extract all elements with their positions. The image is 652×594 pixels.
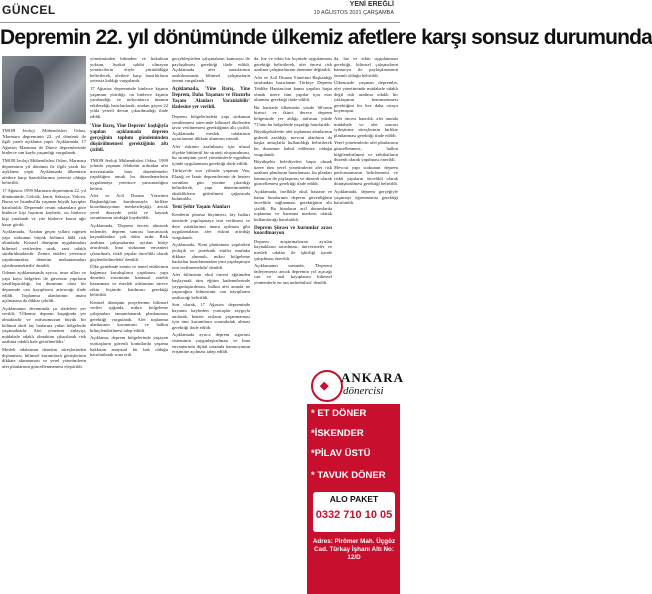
paragraph: TMOB Jeoloji Mühendisleri Odası, Marmara depreminin yıl dönümü ile ilgili yazılı bir açıklama yaptı. Açıklamada ülkemizin afetlere karşı hazırlıklarının yetersiz olduğu belirtildi. (2, 157, 86, 186)
article-photo (2, 56, 86, 124)
paragraph: Afet bilincinin okul öncesi eğitimden başlayarak tüm eğitim kademelerinde yaygınlaştırılması, halkın afet anında ne yapacağını bilmesinin can kayıplarını azaltacağı belirtildi. (172, 272, 250, 300)
paragraph: Kentlerin plansız büyümesi, fay hatları üzerinde yapılaşmaya izin verilmesi ve dere yataklarının imara açılması gibi uygulamaların afet riskini artırdığı vurgulandı. (172, 212, 250, 240)
highlight-quote: Açıklamada, 'Yine Barış, Yine Deprem, Daha Yaşanası ve Huzurlu Yaşam Alanları Yaratılabilir' ifadesine yer verildi. (172, 86, 250, 110)
paragraph: Afet öncesi hazırlık, afet anında müdahale ve afet sonrası iyileştirme süreçlerinin birlikte planlanması gerektiği ifade edildi. (334, 115, 398, 138)
paragraph: Büyükşehirlerde afet toplanma alanlarının giderek azaldığı, mevcut alanların da başka amaçlarla kullanıldığı belirtilerek bu durumun kabul edilemez olduğu vurgulandı. (254, 129, 332, 157)
column-1-text (2, 128, 86, 371)
paragraph: 17 Ağustos 1999 Marmara depreminin 22. yıl dönümünde, Gölcük, İzmit, Sakarya, Yalova, Bursa ve İstanbul'da yaşanan büyük kayıplar hatırlatıldı. Depremde resmi rakamlara göre binlerce kişi hayatını kaybetti, on binlerce kişi yaralandı ve yüz binlerce konut ağır hasar gördü. (2, 187, 86, 227)
paragraph: Bu haritada ülkemizin yüzde 66'sının birinci ve ikinci derece deprem bölgesinde yer aldığı, nüfusun yüzde 71'inin bu bölgelerde yaşadığı hatırlatıldı. (254, 104, 332, 127)
subheading: Deprem Şûrası ve kurumlar arası koordinasyon (254, 224, 332, 237)
ad-menu-item: *PİLAV ÜSTÜ (311, 448, 371, 459)
paragraph: da, hız ve etkin bir biçimde uygulanması gerektiği belirtilerek, afet öncesi risk azaltma çalışmalarının önemine değinildi. (254, 56, 332, 73)
paragraph: Kentsel dönüşüm projelerinin bilimsel veriler ışığında, mikro bölgeleme çalışmaları tamamlanarak planlanması gerektiği vurgulandı. Afet toplanma alanlarının korunması ve halkın bilinçlendirilmesi talep edildi. (90, 299, 168, 333)
article-column-1 (2, 56, 86, 594)
paragraph: Mevcut yapı stokunun deprem performansının belirlenmesi ve riskli yapıların öncelikli olarak dönüştürülmesi gerektiği belirtildi. (334, 164, 398, 187)
paragraph: yönetiminden bilimden ve hukuktan yoksun, liyakat sahibi olmayan yöneticilerin eliyle yürütüldüğü belirtilerek, afetlere karşı hazırlıkların yetersiz kaldığı vurgulandı. (90, 56, 168, 84)
ad-menu-item: * TAVUK DÖNER (311, 470, 386, 481)
newspaper-name: YENİ EREĞLİ (349, 1, 394, 8)
paragraph: Ülkemizde yaşanan depremler, afet yönetiminde müdahale odaklı değil risk azaltma odaklı bir yaklaşımın benimsenmesi gerektiğini bir kez daha ortaya koymuştur. (334, 80, 398, 114)
ad-brand-banner (307, 366, 405, 404)
paragraph: Afet riskinin azaltılması için ulusal ölçekte bütüncül bir strateji oluşturulması, bu stratejinin yerel yönetimlerle eşgüdüm içinde uygulanması gerektiği ifade edildi. (172, 143, 250, 166)
paragraph: gerçekleştirilen çalışmaların kamuoyu ile paylaşılması gerektiği ifade edildi. Açıklamada afet zararlarının azaltılmasında bilimsel çalışmaların önemi vurgulandı. (172, 56, 250, 84)
paragraph: Ülke genelinde zemin ve temel etütlerinin bağımsız kuruluşlarca yapılması, yapı denetim sisteminin kamusal nitelik kazanması ve meslek odalarının sürece etkin biçimde katılması gerektiği belirtildi. (90, 264, 168, 298)
page-header (0, 0, 400, 23)
restaurant-logo-icon: ◆ (311, 370, 343, 402)
ad-brand-name: ANKARA (341, 370, 405, 385)
paragraph: 17 Ağustos depreminde binlerce kişinin yaşamını yitirdiği, on binlerce kişinin yaralandığı ve milyonlarca insanın etkilendiği hatırlatılarak, aradan geçen 22 yılda yeterli dersin çıkarılmadığı ifade edildi. (90, 85, 168, 119)
ad-phone-number: 0332 710 10 05 (315, 509, 393, 521)
subheading: Yeni Şehir Yaşam Alanları (172, 203, 231, 210)
paragraph: Afet ve Acil Durum Yönetimi Başkanlığı'nın kurulmasıyla birlikte koordinasyonun merkezileştiği, ancak yerel düzeyde yetki ve kaynak sorunlarının sürdüğü kaydedildi. (90, 193, 168, 221)
main-headline: Depremin 22. yıl dönümünde ülkemiz afetlere karşı sonsuz durumunda (0, 26, 652, 49)
paragraph: Açıklamada, 'Kent planlaması yapılırken jeolojik ve jeoteknik etütler mutlaka dikkate alınmalı, mikro bölgeleme haritaları hazırlanmadan yeni yapılaşmaya izin verilmemelidir' denildi. (172, 242, 250, 270)
issue-date: 19 AĞUSTOS 2021 ÇARŞAMBA (313, 10, 394, 16)
paragraph: Deprem bölgelerindeki yapı stokunun yenilenmesi sürecinde bilimsel ilkelerden taviz verilmemesi gerektiğinin altı çizildi. Açıklamada meslek odalarının uyarılarının dikkate alınması istendi. (172, 113, 250, 142)
ad-phone-label: ALO PAKET (329, 494, 379, 504)
section-title: GÜNCEL (2, 3, 56, 17)
paragraph: Afet ve Acil Durum Yönetimi Başkanlığı tarafından hazırlanan Türkiye Deprem Tehlike Haritası'nın kamu yapıları başta olmak üzere tüm yapılar için esas alınması gerektiği ifade edildi. (254, 74, 332, 103)
paragraph: Meslek odalarının denetim süreçlerinden dışlanması, bilimsel kurumların görüşlerinin dikkate alınmaması ve yerel yönetimlerin afet planlarının güncellenmemesi eleştirildi. (2, 346, 86, 369)
paragraph: TMOB Jeoloji Mühendisleri Odası, 1999 yılında yaşanan felaketin ardından afet mevzuatında bazı düzenlemeler yapıldığını ancak bu düzenlemelerin uygulamaya yeterince yansımadığını belirtti. (90, 157, 168, 191)
ad-menu-item: * ET DÖNER (311, 408, 367, 419)
paragraph: Açıklamada, özellikle okul, hastane ve kamu binalarının deprem güvenliğinin öncelikle sağlanması gerektiğinin altı çizildi. Bu binaların acil durumlarda toplanma ve barınma merkezi olarak kullanılacağı hatırlatıldı. (254, 189, 332, 223)
paragraph: Türkiye'de son yıllarda yaşanan Van, Elazığ ve İzmir depremlerinin de benzer sorunları gün yüzüne çıkardığı belirtilerek, yapı denetimindeki eksikliklerin giderilmesi çağrısında bulunuldu. (172, 168, 250, 202)
article-column-2 (90, 56, 168, 594)
paragraph: Büyükşehir belediyeleri başta olmak üzere tüm yerel yönetimlerin afet risk azaltma planlarını hazırlaması, bu planları kamuoyu ile paylaşması ve düzenli olarak güncellemesi gerektiği ifade edildi. (254, 159, 332, 187)
photo-figure (14, 66, 44, 112)
paragraph: Açıklama, deprem bölgelerinde yaşayan yurttaşların güvenli konutlarda yaşama hakkının anayasal bir hak olduğu hatırlatılarak sona erdi. (90, 335, 168, 358)
paragraph: Son olarak, 17 Ağustos depreminde hayatını kaybeden yurttaşlar saygıyla anılarak, benzer acıların yaşanmaması için tüm kurumların sorumluluk alması gerektiği ifade edildi. (172, 302, 250, 330)
paragraph: Açıklamanın devamında şu ifadelere yer verildi: 'Ülkemiz deprem kuşağında yer almaktadır ve nüfusumuzun büyük bir bölümü aktif fay hatlarına yakın bölgelerde yaşamaktadır. Afet yönetimi anlayışı, müdahale odaklı olmaktan çıkarılarak risk azaltma odaklı hale getirilmelidir.' (2, 305, 86, 345)
paragraph: Açıklamada, deprem gerçeğiyle yaşamayı öğrenmemiz gerektiği hatırlatıldı. (334, 189, 398, 206)
article-column-3 (172, 56, 250, 594)
doner-advertisement (307, 366, 405, 594)
ad-menu-item: *İSKENDER (311, 428, 364, 439)
paragraph: Açıklamada ayrıca deprem sigortası sisteminin yaygınlaştırılması ve bina envanterinin dijital ortamda kamuoyunun erişimine açılması talep edildi. (172, 332, 250, 355)
paragraph: Açıklamanın sonunda, 'Depremi önleyemeyiz ancak depremin yol açacağı can ve mal kayıplarını bilimsel yöntemlerle en aza indirebiliriz' denildi. (254, 263, 332, 285)
pull-quote: 'Yine Barış, Yine Deprem' başlığıyla yapılan açıklamada deprem gerçeğinin toplum gündeminden düşürülmemesi gerektiğinin altı çizildi. (90, 123, 168, 153)
paragraph: Açıklamada, 'Deprem öncesi alınacak önlemler, deprem sonrası harcanacak kaynaklardan çok daha azdır. Risk azaltma çalışmalarına ayrılan bütçe artırılmalı, bina stokunun envanteri çıkarılmalı, riskli yapılar öncelikli olarak güçlendirilmelidir' denildi. (90, 223, 168, 262)
ad-brand-subtitle: dönercisi (343, 385, 384, 397)
paragraph: TMOB Jeoloji Mühendisleri Odası, 'Marmara depreminin 22. yıl dönümü ile ilgili yazılı açıklama yaptı. Açıklamada, 17 Ağustos Marmara ile Düzce depremlerinde binlerce can kaybı yaşandığı vurgulandı. (2, 128, 86, 156)
ad-address: Adres: Pirömer Mah. Üçgöz Cad. Türkay İşhanı Altı No: 12/D (312, 538, 396, 561)
ad-phone-box (313, 492, 395, 532)
paragraph: Deprem araştırmalarına ayrılan kaynakların artırılması, üniversiteler ve meslek odaları ile işbirliği içinde çalışılması önerildi. (254, 238, 332, 261)
paragraph: Yerel yönetimlerin afet planlarının güncellenmesi, halkın bilgilendirilmesi ve tatbikatların düzenli olarak yapılması önerildi. (334, 140, 398, 163)
paragraph: da, hız ve etkin uygulanması gerektiği, bilimsel çalışmaların kamuoyu ile paylaşılmasının önemli olduğu belirtildi. (334, 56, 398, 78)
paragraph: Açıklamada, 'Aradan geçen yıllara rağmen yapı stokunun büyük bölümü hâlâ risk altındadır. Kentsel dönüşüm uygulamaları bilimsel verilerden uzak, rant odaklı sürdürülmektedir. Zemin etütleri yeterince yapılmamakta, denetim mekanizmaları işletilmemektedir' denildi. (2, 229, 86, 268)
paragraph: Odanın açıklamasında ayrıca, imar afları ve yapı kayıt belgeleri ile güvensiz yapıların yasallaştırıldığı, bu durumun olası bir depremde can kayıplarını artıracağı ifade edildi. Toplanma alanlarının imara açılmasına da dikkat çekildi. (2, 270, 86, 304)
